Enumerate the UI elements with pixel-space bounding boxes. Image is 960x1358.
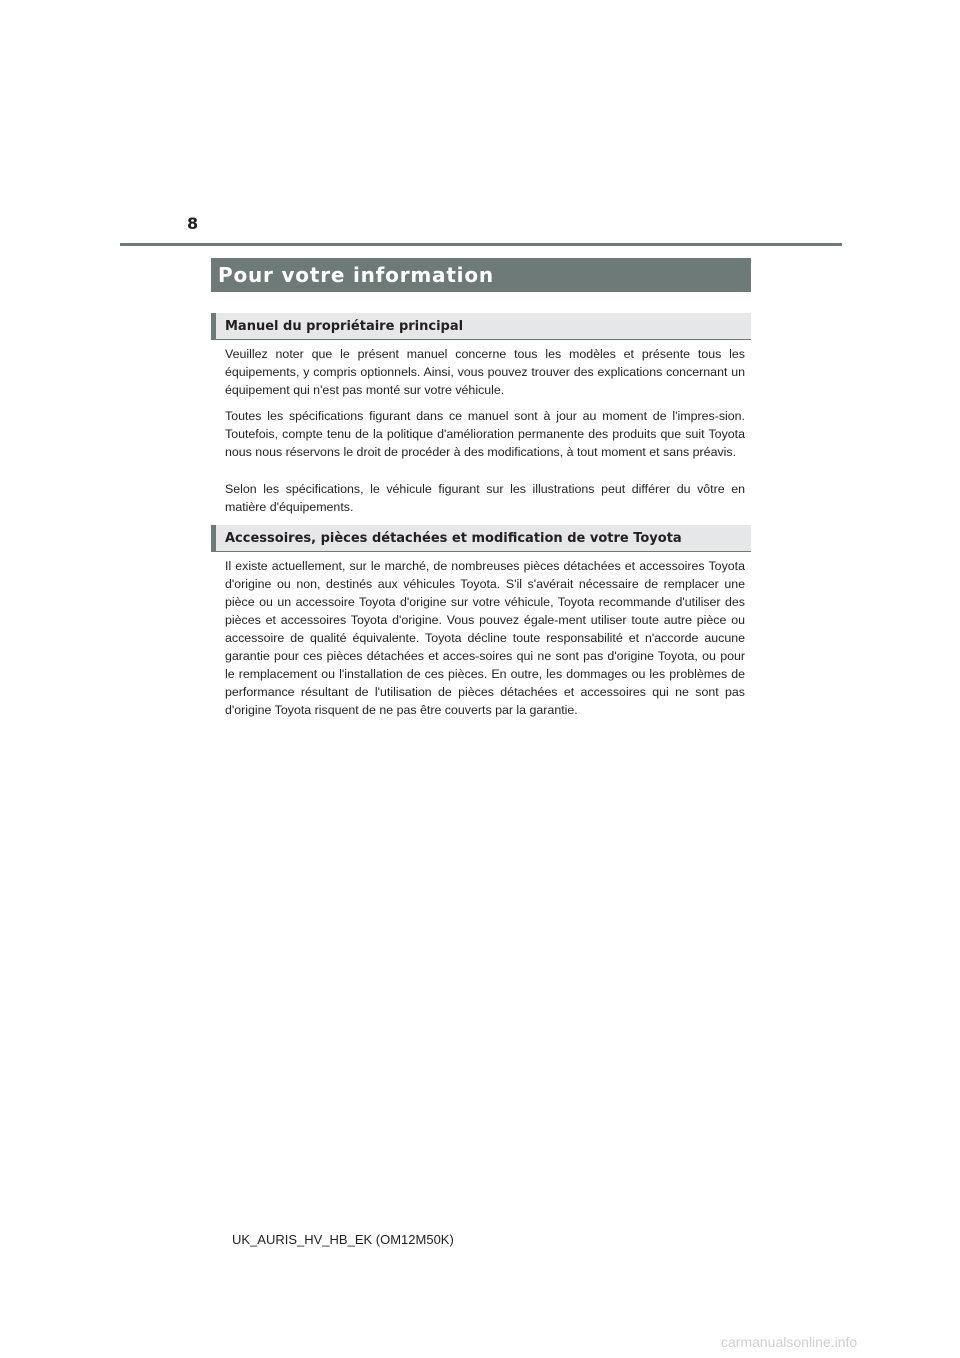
section-title: Accessoires, pièces détachées et modification de votre Toyota (225, 531, 682, 546)
header-rule (120, 243, 842, 246)
section-header-owners-manual (211, 313, 751, 340)
section-title: Manuel du propriétaire principal (225, 319, 464, 334)
chapter-banner (211, 258, 751, 292)
paragraph: Selon les spécifications, le véhicule figurant sur les illustrations peut différer du vôtre en matière d'équipements. (225, 482, 745, 514)
paragraph: Il existe actuellement, sur le marché, de nombreuses pièces détachées et accessoires Toyota d'origine ou non, destinés aux véhicules Toyota. S'il s'avérait nécessaire de remplacer une pièce ou un accessoire Toyota d'origine sur votre véhicule, Toyota recommande d'utiliser des pièces et accessoires Toyota d'origine. Vous pouvez égale-ment utiliser toute autre pièce ou accessoire de qualité équivalente. Toyota décline toute responsabilité et n'accorde aucune garantie pour ces pièces détachées et acces-soires qui ne sont pas d'origine Toyota, ou pour le remplacement ou l'installation de ces pièces. En outre, les dommages ou les problèmes de performance résultant de l'utilisation de pièces détachées et accessoires qui ne sont pas d'origine Toyota risquent de ne pas être couverts par la garantie. (225, 559, 745, 717)
paragraph: Veuillez noter que le présent manuel concerne tous les modèles et présente tous les équipements, y compris optionnels. Ainsi, vous pouvez trouver des explications concernant un équipement qui n'est pas monté sur votre véhicule. (225, 347, 745, 397)
section-marker-bar (211, 313, 216, 339)
section-header-accessories (211, 525, 751, 552)
watermark: carmanualsonline.info (721, 1334, 858, 1350)
page-number: 8 (187, 214, 199, 233)
paragraph: Toutes les spécifications figurant dans ce manuel sont à jour au moment de l'impres-sion. Toutefois, compte tenu de la politique d'amélioration permanente des produits que suit Toyota nous nous réservons le droit de procéder à des modifications, à tout moment et sans préavis. (225, 409, 745, 459)
section-marker-bar (211, 525, 216, 551)
footer-manual-code: UK_AURIS_HV_HB_EK (OM12M50K) (232, 1232, 454, 1247)
chapter-title: Pour votre information (218, 263, 494, 287)
